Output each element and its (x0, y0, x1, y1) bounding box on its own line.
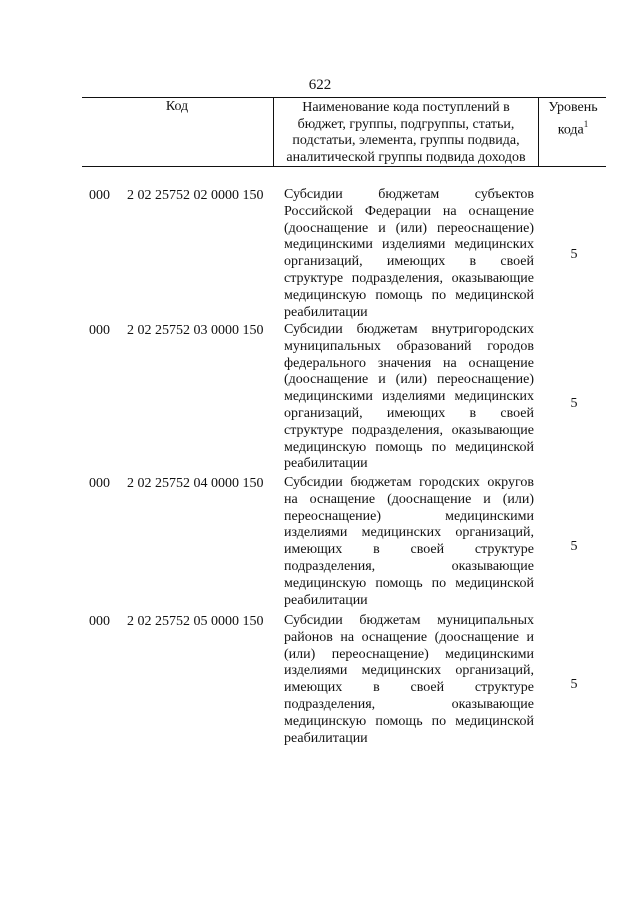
name-line: медицинскую помощь по медицинской (284, 575, 534, 591)
name-line: Субсидии бюджетам внутригородских (284, 322, 534, 337)
name-line: медицинскую помощь по медицинской (284, 439, 534, 455)
header-name-cell (275, 98, 537, 168)
name-line: муниципальных образований городов (284, 338, 534, 354)
header-name-line: подстатьи, элемента, группы подвида, (292, 133, 520, 148)
name-line: имеющих в своей структуре (284, 680, 534, 696)
name-line: изделиями медицинских организаций, (284, 525, 534, 541)
revenue-code: 2 02 25752 04 0000 150 (127, 476, 264, 491)
name-line: медицинскими изделиями медицинских (284, 237, 534, 253)
name-line: федерального значения на оснащение (284, 355, 534, 371)
revenue-name (284, 322, 534, 473)
name-line: реабилитации (284, 456, 368, 472)
header-level-line: кода$^1$ (557, 118, 589, 138)
revenue-name (284, 187, 534, 321)
name-line: организаций, имеющих в своей (284, 405, 534, 421)
name-line: (дооснащение и (или) переоснащение) (284, 220, 534, 236)
name-line: медицинскими изделиями медицинских (284, 389, 534, 405)
admin-code: 000 (89, 188, 110, 203)
revenue-name (284, 475, 534, 609)
header-level-line: Уровень (548, 100, 598, 115)
admin-code: 000 (89, 476, 110, 491)
name-line: медицинскую помощь по медицинской (284, 713, 534, 729)
header-level-cell (540, 98, 606, 168)
page-number: 622 (308, 77, 332, 93)
admin-code: 000 (89, 323, 110, 338)
name-line: на оснащение (дооснащение и (или) (284, 491, 534, 507)
name-line: подразделения, оказывающие (284, 696, 534, 712)
name-line: Российской Федерации на оснащение (284, 203, 534, 219)
header-name-line: аналитической группы подвида доходов (286, 149, 526, 165)
name-line: (или) переоснащение) медицинскими (284, 646, 534, 662)
header-divider-1 (273, 98, 274, 166)
name-line: Субсидии бюджетам субъектов (284, 187, 534, 202)
name-line: подразделения, оказывающие (284, 558, 534, 574)
name-line: медицинскую помощь по медицинской (284, 287, 534, 303)
name-line: районов на оснащение (дооснащение и (284, 629, 534, 645)
name-line: Субсидии бюджетам муниципальных (284, 613, 534, 628)
revenue-code: 2 02 25752 05 0000 150 (127, 614, 264, 629)
name-line: изделиями медицинских организаций, (284, 663, 534, 679)
name-line: организаций, имеющих в своей (284, 254, 534, 270)
level-value: 5 (570, 539, 578, 554)
header-divider-2 (538, 98, 539, 166)
name-line: реабилитации (284, 592, 368, 608)
admin-code: 000 (89, 614, 110, 629)
header-name-line: Наименование кода поступлений в (302, 100, 510, 115)
level-value: 5 (570, 396, 578, 411)
level-value: 5 (570, 247, 578, 262)
revenue-name (284, 613, 534, 747)
name-line: Субсидии бюджетам городских округов (284, 475, 534, 490)
revenue-code: 2 02 25752 03 0000 150 (127, 323, 264, 338)
table-header (82, 97, 606, 167)
header-code-cell: Код (165, 99, 189, 114)
revenue-code: 2 02 25752 02 0000 150 (127, 188, 264, 203)
level-value: 5 (570, 677, 578, 692)
header-name-line: бюджет, группы, подгруппы, статьи, (297, 116, 515, 132)
name-line: структуре подразделения, оказывающие (284, 270, 534, 286)
name-line: имеющих в своей структуре (284, 542, 534, 558)
name-line: переоснащение) медицинскими (284, 508, 534, 524)
name-line: реабилитации (284, 730, 368, 746)
name-line: структуре подразделения, оказывающие (284, 422, 534, 438)
footnote-marker: 1 (583, 118, 589, 129)
name-line: реабилитации (284, 304, 368, 320)
name-line: (дооснащение и (или) переоснащение) (284, 372, 534, 388)
